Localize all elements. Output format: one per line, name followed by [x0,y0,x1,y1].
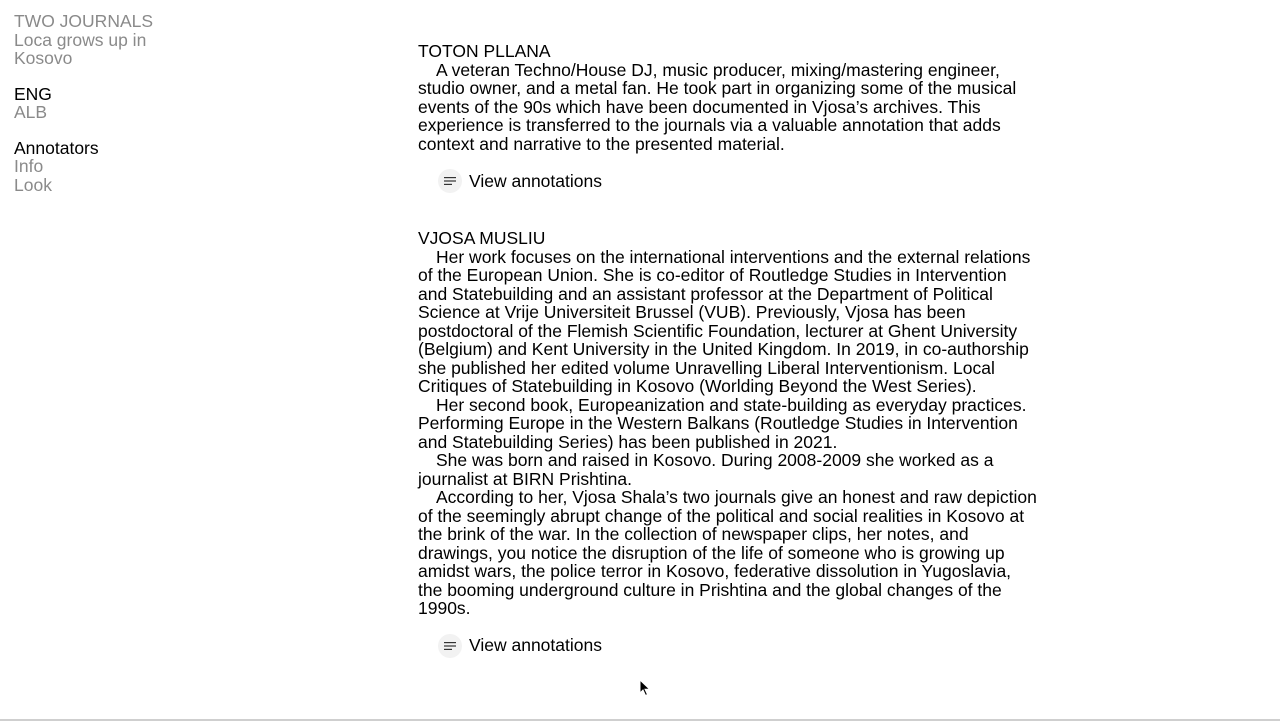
mouse-pointer-icon [639,679,651,702]
site-title-line-3[interactable]: Kosovo [14,48,73,68]
language-alb[interactable]: ALB [14,102,48,122]
annotators-list [418,42,1038,694]
nav-item-info[interactable]: Info [14,156,44,176]
view-annotations-button[interactable] [438,170,1038,192]
view-annotations-label: View annotations [469,635,602,656]
nav-item-look[interactable]: Look [14,174,52,195]
language-switcher [14,85,254,122]
site-title-line-2[interactable]: Loca grows up in [14,29,147,50]
language-eng[interactable]: ENG [14,83,52,104]
nav-item-annotators[interactable]: Annotators [14,137,99,158]
site-title-line-1[interactable]: TWO JOURNALS [14,11,154,31]
annotator-name: VJOSA MUSLIU [418,228,546,248]
bio-paragraph: According to her, Vjosa Shala’s two journals give an honest and raw depiction of the seemingly abrupt change of the political and social realities in Kosovo at the brink of the war. In the collection of newspaper clips, her notes, and drawings, you notice the disruption of the life of someone who is growing up amidst wars, the police terror in Kosovo, federative dissolution in Yugoslavia, the booming underground culture in Prishtina and the global changes of the 1990s. [418,487,1037,618]
bio-paragraph: Her second book, Europeanization and state-building as everyday practices. Performing Europe in the Western Balkans (Routledge Studies in Intervention and Statebuilding Series) has been published in 2021. [418,394,1027,452]
annotator-bio [418,61,1038,154]
view-annotations-label: View annotations [469,170,602,191]
main-nav [14,139,254,195]
bio-paragraph: A veteran Techno/House DJ, music producer, mixing/mastering engineer, studio owner, and a metal fan. He took part in organizing some of the musical events of the 90s which have been documented in Vjosa’s archives. This experience is transferred to the journals via a valuable annotation that adds context and narrative to the presented material. [418,59,1017,154]
bio-paragraph: Her work focuses on the international interventions and the external relations of the European Union. She is co-editor of Routledge Studies in Intervention and Statebuilding and an assistant professor at the Department of Political Science at Vrije Universiteit Brussel (VUB). Previously, Vjosa has been postdoctoral of the Flemish Scientific Foundation, lecturer at Ghent University (Belgium) and Kent University in the United Kingdom. In 2019, in co-authorship she published her edited volume Unravelling Liberal Interventionism. Local Critiques of Statebuilding in Kosovo (Worlding Beyond the West Series). [418,246,1031,396]
annotator-bio [418,248,1038,618]
annotator-entry-vjosa-musliu [418,229,1038,657]
sidebar [14,12,254,211]
bio-paragraph: She was born and raised in Kosovo. During 2008-2009 she worked as a journalist at BIRN Prishtina. [418,450,994,489]
list-lines-icon [438,634,462,658]
annotator-entry-toton-pllana [418,42,1038,192]
view-annotations-button[interactable] [438,635,1038,657]
list-lines-icon [438,169,462,193]
annotator-name: TOTON PLLANA [418,41,551,61]
site-title[interactable] [14,12,254,68]
